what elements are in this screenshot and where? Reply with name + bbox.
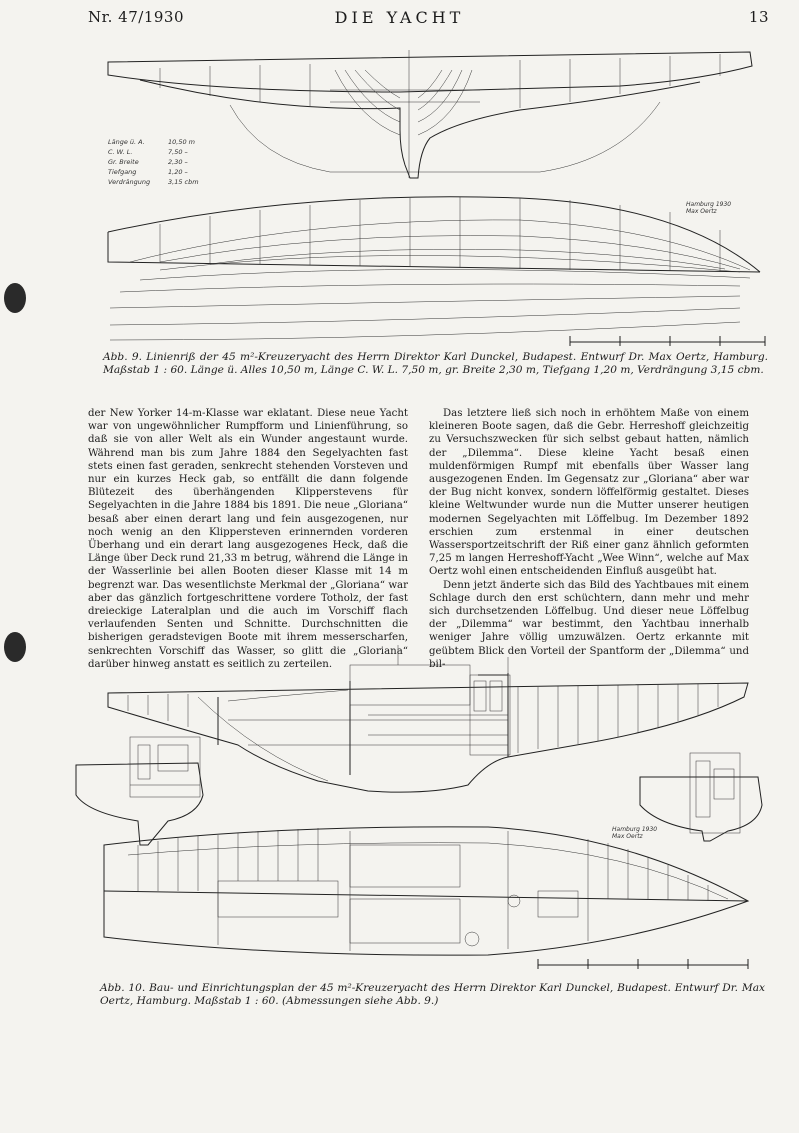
figure-caption: Abb. 9. Linienriß der 45 m²-Kreuzeryacht des Herrn Direktor Karl Dunckel, Budapest. Entwurf Dr. Max Oertz, Hamburg. Maßstab 1 : 60. Länge ü. Alles 10,50 m, Länge C. W. L. 7,50 m, gr. Breite 2,30 m, Tiefgang 1,20 m, Verdrängung 3,15 cbm. <box>103 351 768 376</box>
dimension-row: Verdrängung 3,15 cbm <box>108 178 199 186</box>
figure-caption: Abb. 10. Bau- und Einrichtungsplan der 45 m²-Kreuzeryacht des Herrn Direktor Karl Dunckel, Budapest. Entwurf Dr. Max Oertz, Hamburg. Maßstab 1 : 60. (Abmessungen siehe Abb. 9.) <box>100 982 765 1007</box>
text-column-right <box>429 407 749 671</box>
designer-signature: Hamburg 1930 Max Oertz <box>612 826 658 840</box>
magazine-title: DIE YACHT <box>334 8 465 27</box>
issue-number: Nr. 47/1930 <box>88 8 184 26</box>
dimension-row: Gr. Breite 2,30 – <box>108 158 188 166</box>
construction-plan-svg <box>68 645 768 975</box>
paragraph: Denn jetzt änderte sich das Bild des Yachtbaues mit einem Schlage durch den erst schüchtern, dann mehr und mehr sich durchsetzenden Löffelbug. Und dieser neue Löffelbug der „Dilemma“ war bestimmt, den Yachtbau innerhalb weniger Jahre völlig umzuwälzen. Oertz erkannte mit geübtem Blick den Vorteil der Spantform der „Dilemma“ und bil- <box>429 579 749 670</box>
designer-signature: Hamburg 1930 Max Oertz <box>686 201 732 215</box>
dimension-row: Tiefgang 1,20 – <box>108 168 188 176</box>
lines-plan-drawing <box>100 40 770 350</box>
lines-plan-svg <box>100 40 770 350</box>
punch-hole <box>4 632 26 662</box>
paragraph: Das letztere ließ sich noch in erhöhtem Maße von einem kleineren Boote sagen, daß die Gebr. Herreshoff gleichzeitig zu Versuchszwecken für sich selbst gebaut hatten, nämlich der „Dilemma“. Diese kleine Yacht besaß einen muldenförmigen Rumpf mit ebenfalls über Wasser lang ausgezogenen Enden. Im Gegensatz zur „Gloriana“ aber war der Bug nicht konvex, sondern löffelförmig gestaltet. Dieses kleine Weltwunder wurde nun die Mutter unserer heutigen modernen Segelyachten mit Löffelbug. Im Dezember 1892 erschien zum erstenmal in einer deutschen Wassersportzeitschrift der Riß einer ganz ähnlich geformten 7,25 m langen Herreshoff-Yacht „Wee Winn“, welche auf Max Oertz wohl einen entscheidenden Einfluß ausgeübt hat. <box>429 408 749 578</box>
dimension-row: Länge ü. A. 10,50 m <box>108 138 196 146</box>
construction-plan-drawing <box>68 645 768 975</box>
punch-hole <box>4 283 26 313</box>
dimension-table <box>108 137 218 187</box>
paragraph: der New Yorker 14-m-Klasse war eklatant. Diese neue Yacht war von ungewöhnlicher Rumpfform und Linienführung, so daß sie von aller Welt als ein Wunder angestaunt wurde. Während man bis zum Jahre 1884 den Segelyachten fast stets einen fast geraden, senkrecht stehenden Vorsteven und nur ein kurzes Heck gab, so entfällt die dann folgende Blütezeit des überhängenden Klipperstevens für Segelyachten in die Jahre 1884 bis 1891. Die neue „Gloriana“ besaß aber einen derart lang und fein ausgezogenen, nur noch wenig an den Klippersteven erinnernden vorderen Überhang und ein derart lang ausgezogenes Heck, daß die Länge über Deck rund 21,33 m betrug, während die Länge in der Wasserlinie bei allen Booten dieser Klasse mit 14 m begrenzt war. Das wesentlichste Merkmal der „Gloriana“ war aber das gänzlich fortgeschrittene vordere Totholz, der fast dreieckige Lateralplan und die auch im Vorschiff flach verlaufenden Senten und Schnitte. Durchschnitten die bisherigen geradstevigen Boote mit ihrem messerscharfen, senkrechten Vorschiff das Wasser, so glitt die „Gloriana“ darüber hinweg anstatt es seitlich zu zerteilen. <box>88 408 408 670</box>
dimension-row: C. W. L. 7,50 – <box>108 148 188 156</box>
page-number: 13 <box>748 8 769 26</box>
text-column-left <box>88 407 408 671</box>
